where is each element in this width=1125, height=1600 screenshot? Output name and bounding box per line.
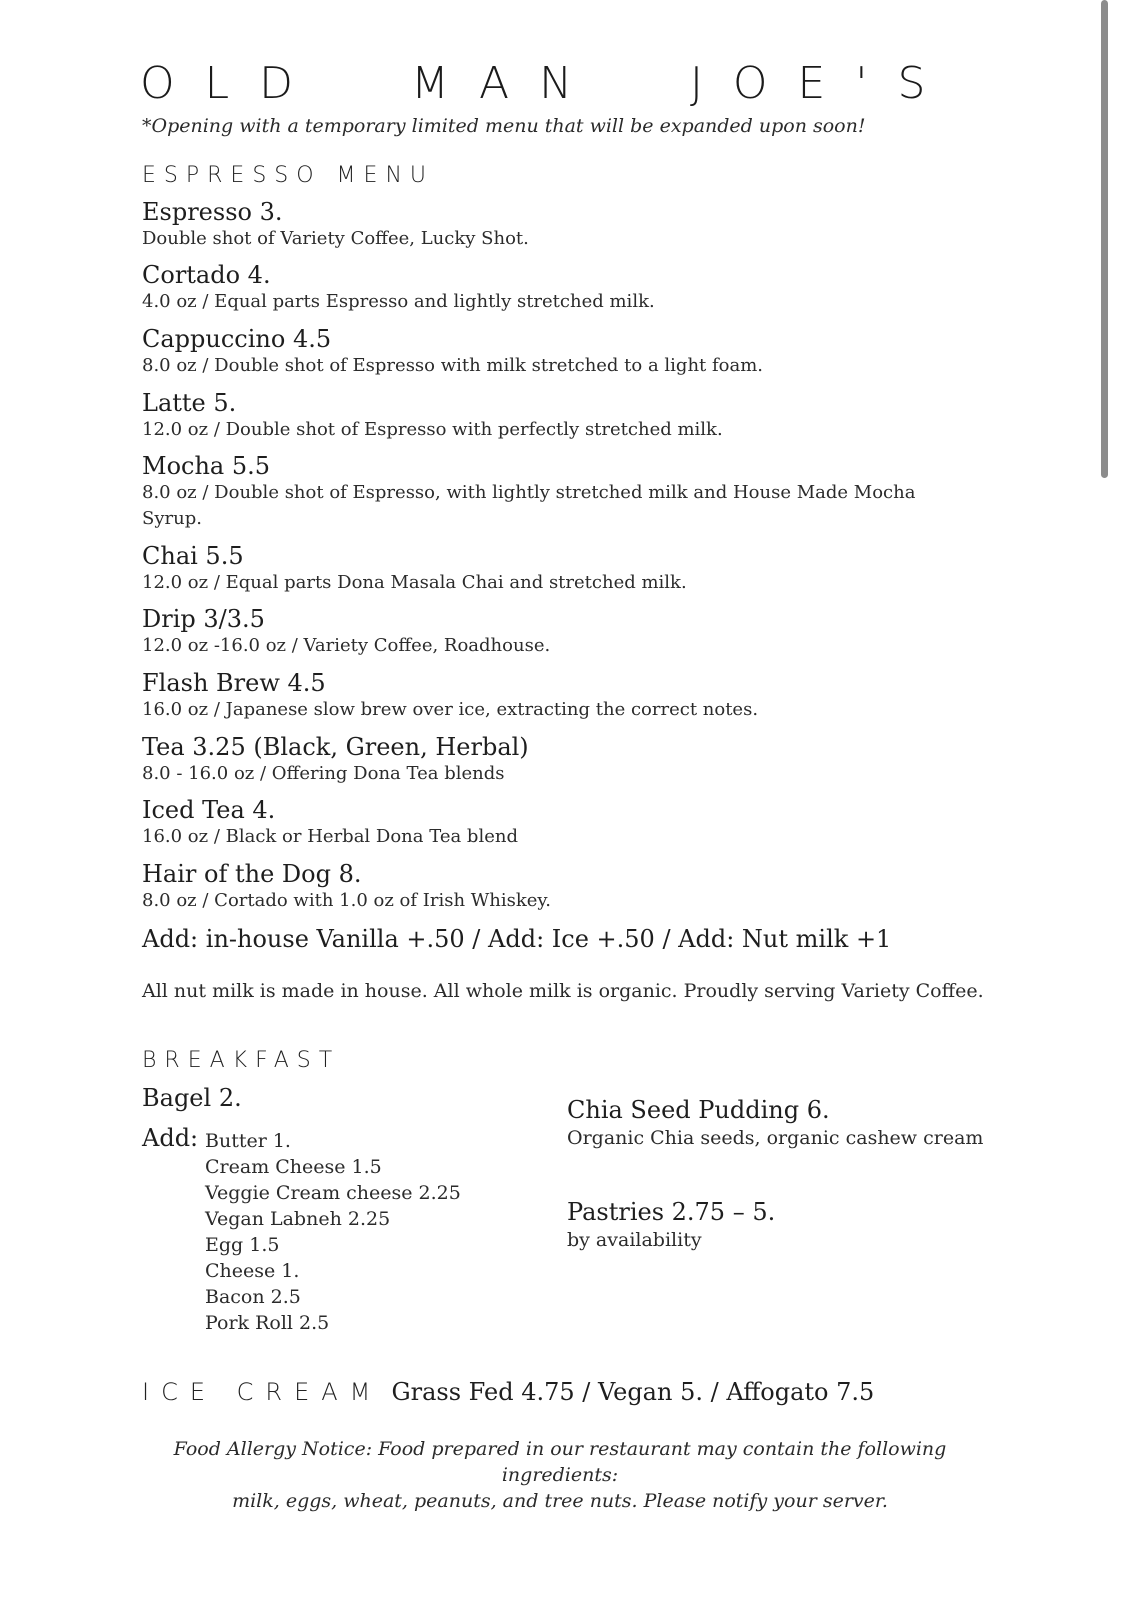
item-desc: Organic Chia seeds, organic cashew cream bbox=[567, 1127, 984, 1149]
item-desc: Double shot of Variety Coffee, Lucky Shot. bbox=[142, 228, 529, 249]
item-desc: 12.0 oz -16.0 oz / Variety Coffee, Roadhouse. bbox=[142, 635, 551, 656]
item-name: Mocha 5.5 bbox=[142, 452, 271, 480]
bagel-addon: Butter 1. bbox=[205, 1130, 291, 1152]
menu-item-flash-brew bbox=[142, 669, 962, 723]
item-name: Espresso 3. bbox=[142, 198, 283, 226]
item-desc: 12.0 oz / Double shot of Espresso with perfectly stretched milk. bbox=[142, 419, 723, 440]
bagel-addon: Egg 1.5 bbox=[205, 1234, 280, 1256]
item-name: Cappuccino 4.5 bbox=[142, 325, 332, 353]
item-name: Pastries 2.75 – 5. bbox=[567, 1198, 776, 1226]
menu-item-tea bbox=[142, 733, 962, 787]
scrollbar[interactable] bbox=[1101, 0, 1108, 478]
item-desc: 8.0 - 16.0 oz / Offering Dona Tea blends bbox=[142, 763, 505, 784]
menu-item-cappuccino bbox=[142, 325, 962, 379]
item-desc: 8.0 oz / Double shot of Espresso with milk stretched to a light foam. bbox=[142, 355, 764, 376]
item-desc: by availability bbox=[567, 1229, 702, 1251]
item-name: Iced Tea 4. bbox=[142, 796, 276, 824]
ice-cream-heading: ICE CREAM bbox=[142, 1378, 383, 1406]
ice-cream-prices: Grass Fed 4.75 / Vegan 5. / Affogato 7.5 bbox=[391, 1378, 875, 1406]
espresso-addons: Add: in-house Vanilla +.50 / Add: Ice +.50 / Add: Nut milk +1 bbox=[142, 925, 892, 953]
pastries-item bbox=[567, 1197, 775, 1253]
menu-item-chai bbox=[142, 542, 962, 596]
allergy-line-2: milk, eggs, wheat, peanuts, and tree nuts. Please notify your server. bbox=[232, 1490, 888, 1512]
menu-item-mocha bbox=[142, 452, 942, 532]
bagel-addon: Bacon 2.5 bbox=[205, 1286, 301, 1308]
item-name: Flash Brew 4.5 bbox=[142, 669, 326, 697]
bagel-addon: Cream Cheese 1.5 bbox=[205, 1156, 382, 1178]
menu-item-drip bbox=[142, 605, 962, 659]
menu-item-cortado bbox=[142, 261, 962, 315]
espresso-heading: ESPRESSO MENU bbox=[142, 163, 434, 188]
milk-note: All nut milk is made in house. All whole milk is organic. Proudly serving Variety Coffee. bbox=[142, 980, 984, 1002]
item-desc: 16.0 oz / Black or Herbal Dona Tea blend bbox=[142, 826, 518, 847]
allergy-notice bbox=[120, 1436, 1000, 1514]
breakfast-heading: BREAKFAST bbox=[142, 1048, 341, 1073]
bagel-addon: Veggie Cream cheese 2.25 bbox=[205, 1182, 461, 1204]
allergy-line-1: Food Allergy Notice: Food prepared in our restaurant may contain the following ingredients: bbox=[173, 1438, 947, 1486]
item-desc: 4.0 oz / Equal parts Espresso and lightly stretched milk. bbox=[142, 291, 655, 312]
menu-item-latte bbox=[142, 389, 962, 443]
item-name: Cortado 4. bbox=[142, 261, 271, 289]
item-name: Drip 3/3.5 bbox=[142, 605, 265, 633]
menu-item-espresso bbox=[142, 198, 962, 252]
menu-item-hair-of-the-dog bbox=[142, 860, 962, 914]
ice-cream-row bbox=[142, 1378, 874, 1406]
item-name: Tea 3.25 (Black, Green, Herbal) bbox=[142, 733, 529, 761]
bagel-add-list bbox=[205, 1128, 461, 1336]
bagel-item: Bagel 2. bbox=[142, 1084, 242, 1112]
item-name: Latte 5. bbox=[142, 389, 237, 417]
restaurant-title: OLD MAN JOE'S bbox=[140, 58, 956, 109]
item-desc: 8.0 oz / Cortado with 1.0 oz of Irish Whiskey. bbox=[142, 890, 551, 911]
chia-pudding-item bbox=[567, 1095, 983, 1151]
menu-subtitle: *Opening with a temporary limited menu that will be expanded upon soon! bbox=[142, 115, 866, 137]
item-desc: 12.0 oz / Equal parts Dona Masala Chai and stretched milk. bbox=[142, 572, 687, 593]
item-name: Hair of the Dog 8. bbox=[142, 860, 362, 888]
menu-item-iced-tea bbox=[142, 796, 962, 850]
bagel-addon: Vegan Labneh 2.25 bbox=[205, 1208, 391, 1230]
item-name: Chia Seed Pudding 6. bbox=[567, 1096, 830, 1124]
bagel-addon: Pork Roll 2.5 bbox=[205, 1312, 330, 1334]
item-name: Chai 5.5 bbox=[142, 542, 244, 570]
item-desc: 8.0 oz / Double shot of Espresso, with lightly stretched milk and House Made Mocha Syrup. bbox=[142, 482, 916, 529]
item-desc: 16.0 oz / Japanese slow brew over ice, extracting the correct notes. bbox=[142, 699, 759, 720]
bagel-add-label: Add: bbox=[142, 1124, 199, 1152]
bagel-addon: Cheese 1. bbox=[205, 1260, 300, 1282]
